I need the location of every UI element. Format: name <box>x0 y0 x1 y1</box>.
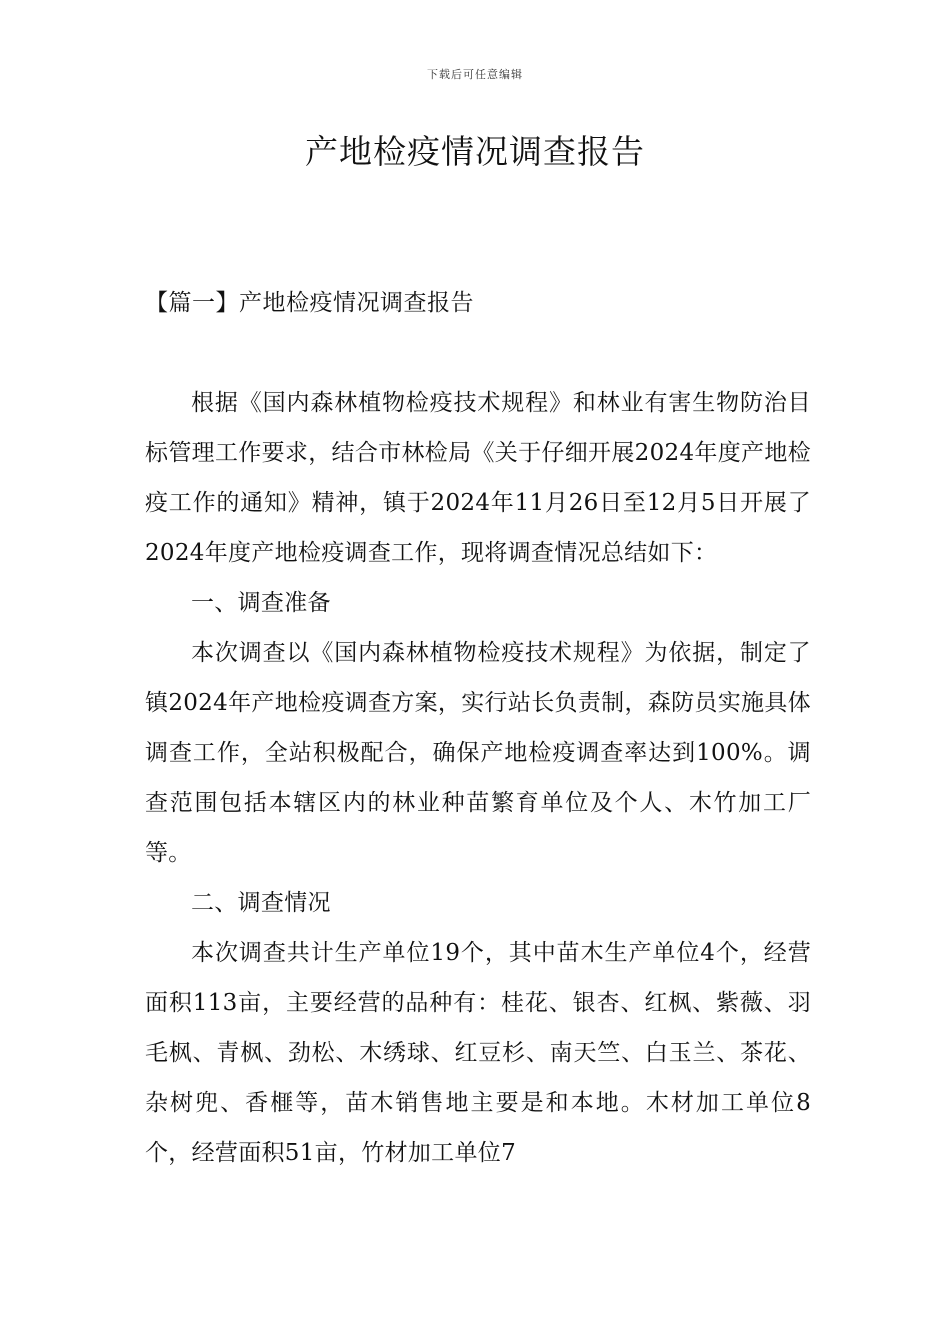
subheading-situation: 二、调查情况 <box>191 890 331 916</box>
section-heading: 【篇一】产地检疫情况调查报告 <box>145 290 474 316</box>
paragraph-preparation: 本次调查以《国内森林植物检疫技术规程》为依据，制定了镇2024年产地检疫调查方案，实行站长负责制，森防员实施具体调查工作，全站积极配合，确保产地检疫调查率达到100%。调查范围包括本辖区内的林业种苗繁育单位及个人、木竹加工厂等。 <box>145 640 811 866</box>
header-note: 下载后可任意编辑 <box>427 68 523 81</box>
document-body <box>145 378 811 1178</box>
subheading-preparation: 一、调查准备 <box>191 590 331 616</box>
paragraph-situation: 本次调查共计生产单位19个，其中苗木生产单位4个，经营面积113亩，主要经营的品种有：桂花、银杏、红枫、紫薇、羽毛枫、青枫、劲松、木绣球、红豆杉、南天竺、白玉兰、茶花、杂树兜、香榧等，苗木销售地主要是和本地。木材加工单位8个，经营面积51亩，竹材加工单位7 <box>145 940 811 1166</box>
document-title: 产地检疫情况调查报告 <box>305 132 645 171</box>
paragraph-intro: 根据《国内森林植物检疫技术规程》和林业有害生物防治目标管理工作要求，结合市林检局《关于仔细开展2024年度产地检疫工作的通知》精神，镇于2024年11月26日至12月5日开展了2024年度产地检疫调查工作，现将调查情况总结如下： <box>145 390 811 566</box>
